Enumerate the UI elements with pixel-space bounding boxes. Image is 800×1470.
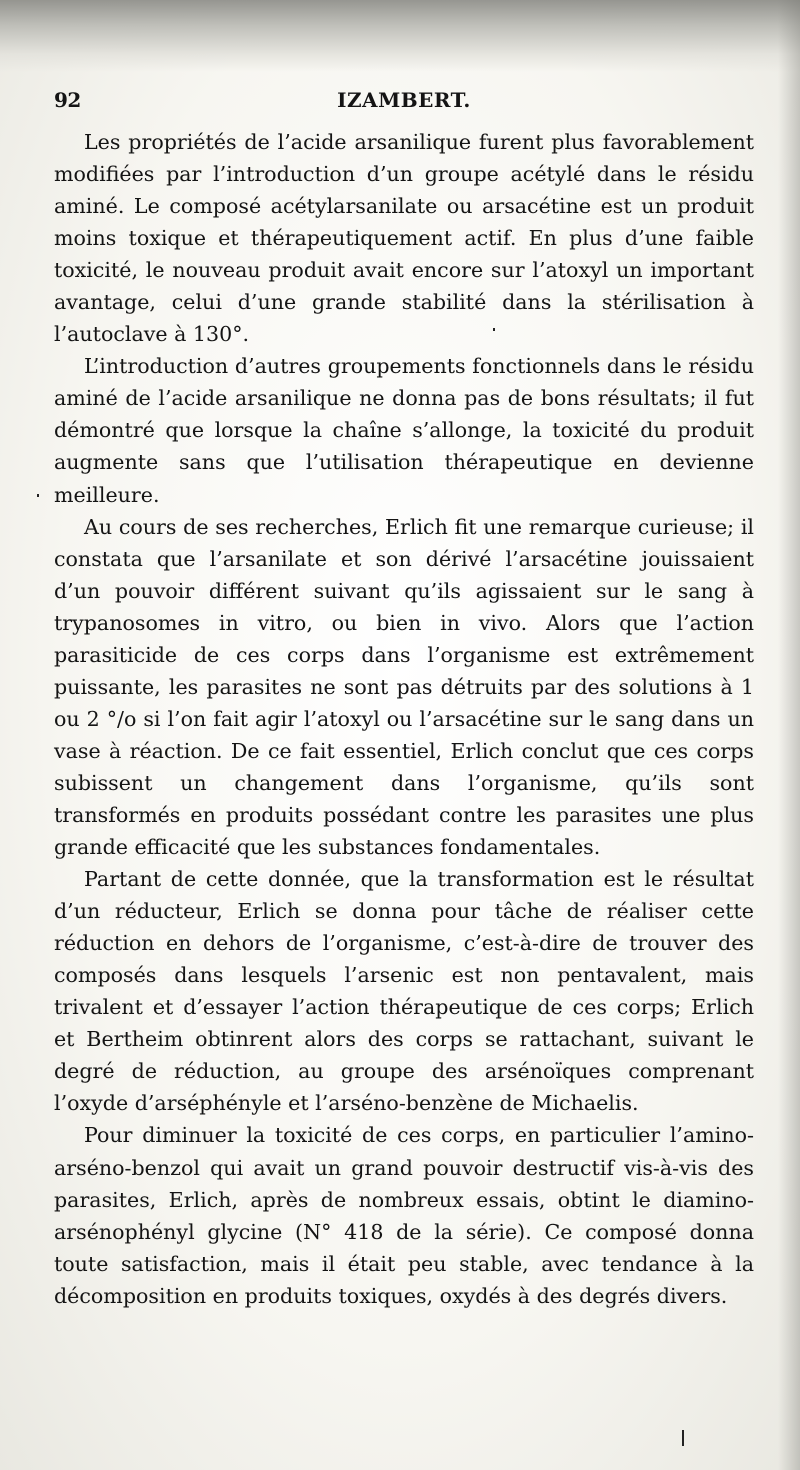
paragraph-toxicity: Pour diminuer la toxicité de ces corps, en particulier l’amino-arséno-benzol qui avait un grand pouvoir destructif vis-à-vis des parasites, Erlich, après de nombreux essais, obtint le diamino-arsénophényl glycine (N° 418 de la série). Ce composé donna toute satisfaction, mais il était peu stable, avec tendance à la décomposition en produits toxiques, oxydés à des degrés divers. <box>54 1123 754 1308</box>
scan-edge-shadow <box>0 0 800 72</box>
paragraph-functional-groups: L’introduction d’autres groupements fonctionnels dans le résidu aminé de l’acide arsanilique ne donna pas de bons résultats; il fut démontré que lorsque la chaîne s’allonge, la toxicité du produit augmente sans que l’utilisation thérapeutique en devienne meilleure. <box>54 354 754 507</box>
margin-dot-mark <box>493 328 495 331</box>
margin-tick-mark <box>682 1430 684 1446</box>
paragraph-erlich-observation: Au cours de ses recherches, Erlich fit une remarque curieuse; il constata que l’arsanilate et son dérivé l’arsacétine jouissaient d’un pouvoir différent suivant qu’ils agissaient sur le sang à trypanosomes in vitro, ou bien in vivo. Alors que l’action parasiticide de ces corps dans l’organisme est extrêmement puissante, les parasites ne sont pas détruits par des solutions à 1 ou 2 °/o si l’on fait agir l’atoxyl ou l’arsacétine sur le sang dans un vase à réaction. De ce fait essentiel, Erlich conclut que ces corps subissent un changement dans l’organisme, qu’ils sont transformés en produits possédant contre les parasites une plus grande efficacité que les substances fondamentales. <box>54 514 754 860</box>
margin-dot-mark <box>37 494 39 497</box>
paragraph-acetyl-arsanilate: Les propriétés de l’acide arsanilique furent plus favorablement modifiées par l’introduction d’un groupe acétylé dans le résidu aminé. Le composé acétylarsanilate ou arsacétine est un produit moins toxique et thérapeutiquement actif. En plus d’une faible toxicité, le nouveau produit avait encore sur l’atoxyl un important avantage, celui d’une grande stabilité dans la stérilisation à l’autoclave à 130°. <box>54 130 754 347</box>
page-header <box>54 88 754 116</box>
page-number: 92 <box>54 88 81 112</box>
paragraph-reduction: Partant de cette donnée, que la transformation est le résultat d’un réducteur, Erlich se donna pour tâche de réaliser cette réduction en dehors de l’organisme, c’est-à-dire de trouver des composés dans lesquels l’arsenic est non pentavalent, mais trivalent et d’essayer l’action thérapeutique de ces corps; Erlich et Bertheim obtinrent alors des corps se rattachant, suivant le degré de réduction, au groupe des arsénoïques comprenant l’oxyde d’arséphényle et l’arséno-benzène de Michaelis. <box>54 867 754 1116</box>
page-edge-shadow <box>778 0 800 1470</box>
running-head: IZAMBERT. <box>337 88 471 112</box>
body-text <box>54 126 754 1312</box>
